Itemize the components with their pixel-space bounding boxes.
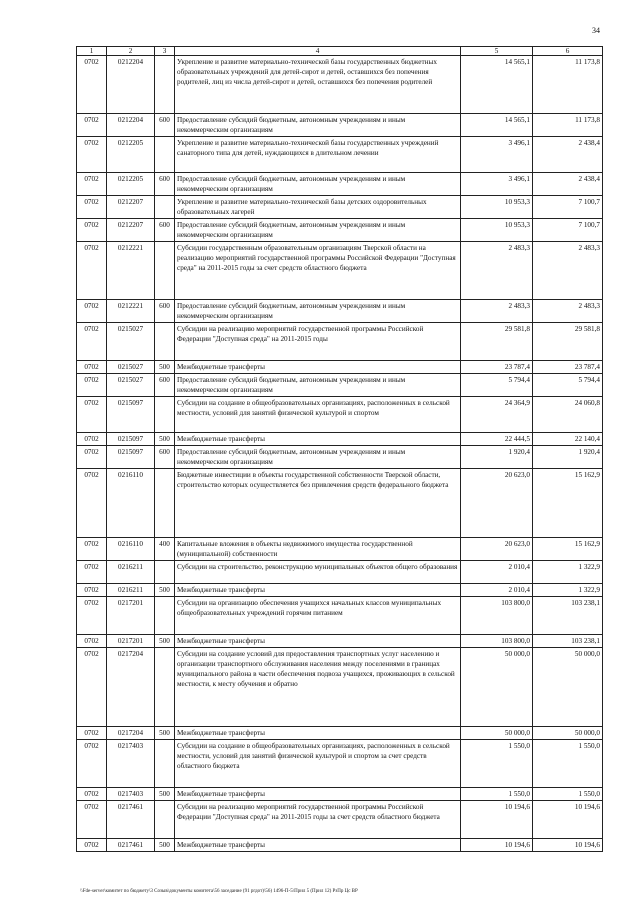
- table-row: [77, 788, 603, 801]
- amount-planned: 3 496,1: [461, 137, 533, 173]
- item-name: Бюджетные инвестиции в объекты государственной собственности Тверской области, строительство которых осуществляется без привлечения средств федерального бюджета: [175, 469, 461, 538]
- table-row: [77, 300, 603, 323]
- table-row: [77, 538, 603, 561]
- item-name: Межбюджетные трансферты: [175, 361, 461, 374]
- section-code: 0702: [77, 740, 107, 788]
- amount-actual: 103 238,1: [533, 597, 603, 635]
- table-row: [77, 584, 603, 597]
- amount-actual: 2 438,4: [533, 137, 603, 173]
- amount-actual: 24 060,8: [533, 397, 603, 433]
- amount-planned: 23 787,4: [461, 361, 533, 374]
- amount-planned: 50 000,0: [461, 727, 533, 740]
- item-name: Межбюджетные трансферты: [175, 433, 461, 446]
- table-row: [77, 433, 603, 446]
- target-item-code: 0215097: [107, 433, 155, 446]
- table-row: [77, 219, 603, 242]
- table-row: [77, 323, 603, 361]
- amount-planned: 10 194,6: [461, 801, 533, 839]
- amount-actual: 23 787,4: [533, 361, 603, 374]
- column-header: 2: [107, 47, 155, 56]
- amount-planned: 1 550,0: [461, 788, 533, 801]
- amount-actual: 1 550,0: [533, 788, 603, 801]
- amount-planned: 50 000,0: [461, 648, 533, 727]
- amount-actual: 10 194,6: [533, 839, 603, 852]
- target-item-code: 0216110: [107, 538, 155, 561]
- expense-type-code: 600: [155, 114, 175, 137]
- section-code: 0702: [77, 300, 107, 323]
- item-name: Субсидии на реализацию мероприятий государственной программы Российской Федерации "Доступная среда" на 2011-2015 годы за счет средств областного бюджета: [175, 801, 461, 839]
- item-name: Укрепление и развитие материально-технической базы детских оздоровительных образовательных лагерей: [175, 196, 461, 219]
- amount-actual: 2 438,4: [533, 173, 603, 196]
- table-row: [77, 648, 603, 727]
- amount-planned: 24 364,9: [461, 397, 533, 433]
- expense-type-code: [155, 56, 175, 114]
- item-name: Предоставление субсидий бюджетным, автономным учреждениям и иным некоммерческим организациям: [175, 300, 461, 323]
- item-name: Межбюджетные трансферты: [175, 788, 461, 801]
- table-row: [77, 173, 603, 196]
- table-row: [77, 635, 603, 648]
- expense-type-code: 600: [155, 446, 175, 469]
- amount-actual: 7 100,7: [533, 196, 603, 219]
- target-item-code: 0212221: [107, 242, 155, 300]
- item-name: Субсидии государственным образовательным организациям Тверской области на реализацию мероприятий государственной программы Российской Федерации "Доступная среда" на 2011-2015 годы за счет средств областного бюджета: [175, 242, 461, 300]
- amount-actual: 11 173,8: [533, 114, 603, 137]
- section-code: 0702: [77, 323, 107, 361]
- expense-type-code: [155, 561, 175, 584]
- item-name: Межбюджетные трансферты: [175, 584, 461, 597]
- table-row: [77, 740, 603, 788]
- item-name: Межбюджетные трансферты: [175, 727, 461, 740]
- section-code: 0702: [77, 374, 107, 397]
- table-row: [77, 361, 603, 374]
- amount-planned: 103 800,0: [461, 635, 533, 648]
- amount-actual: 1 322,9: [533, 561, 603, 584]
- amount-planned: 29 581,8: [461, 323, 533, 361]
- item-name: Субсидии на создание условий для предоставления транспортных услуг населению и организации транспортного обслуживания населения между поселениями в границах муниципального района в части обеспечения подвоза учащихся, проживающих в сельской местности, к месту обучения и обратно: [175, 648, 461, 727]
- section-code: 0702: [77, 597, 107, 635]
- target-item-code: 0212204: [107, 56, 155, 114]
- expense-type-code: 400: [155, 538, 175, 561]
- section-code: 0702: [77, 361, 107, 374]
- section-code: 0702: [77, 196, 107, 219]
- amount-actual: 103 238,1: [533, 635, 603, 648]
- page-number: 34: [592, 26, 600, 35]
- target-item-code: 0217403: [107, 740, 155, 788]
- table-row: [77, 242, 603, 300]
- expense-type-code: 600: [155, 300, 175, 323]
- section-code: 0702: [77, 173, 107, 196]
- target-item-code: 0215097: [107, 397, 155, 433]
- expense-type-code: [155, 242, 175, 300]
- section-code: 0702: [77, 801, 107, 839]
- item-name: Субсидии на создание в общеобразовательных организациях, расположенных в сельской местности, условий для занятий физической культурой и спортом за счет средств областного бюджета: [175, 740, 461, 788]
- amount-planned: 20 623,0: [461, 469, 533, 538]
- amount-planned: 103 800,0: [461, 597, 533, 635]
- column-header: 6: [533, 47, 603, 56]
- expense-type-code: 500: [155, 433, 175, 446]
- table-row: [77, 597, 603, 635]
- item-name: Межбюджетные трансферты: [175, 839, 461, 852]
- item-name: Капитальные вложения в объекты недвижимого имущества государственной (муниципальной) собственности: [175, 538, 461, 561]
- table-row: [77, 727, 603, 740]
- section-code: 0702: [77, 788, 107, 801]
- table-row: [77, 397, 603, 433]
- budget-table: [76, 46, 603, 852]
- amount-planned: 2 010,4: [461, 584, 533, 597]
- amount-planned: 5 794,4: [461, 374, 533, 397]
- target-item-code: 0212207: [107, 219, 155, 242]
- section-code: 0702: [77, 137, 107, 173]
- expense-type-code: [155, 469, 175, 538]
- item-name: Предоставление субсидий бюджетным, автономным учреждениям и иным некоммерческим организациям: [175, 173, 461, 196]
- table-row: [77, 446, 603, 469]
- target-item-code: 0217403: [107, 788, 155, 801]
- target-item-code: 0215097: [107, 446, 155, 469]
- amount-actual: 15 162,9: [533, 538, 603, 561]
- section-code: 0702: [77, 469, 107, 538]
- expense-type-code: 600: [155, 173, 175, 196]
- section-code: 0702: [77, 114, 107, 137]
- expense-type-code: 500: [155, 584, 175, 597]
- table-header-row: [77, 47, 603, 56]
- amount-planned: 22 444,5: [461, 433, 533, 446]
- target-item-code: 0217204: [107, 727, 155, 740]
- expense-type-code: 500: [155, 361, 175, 374]
- item-name: Предоставление субсидий бюджетным, автономным учреждениям и иным некоммерческим организациям: [175, 219, 461, 242]
- expense-type-code: 600: [155, 374, 175, 397]
- target-item-code: 0212207: [107, 196, 155, 219]
- section-code: 0702: [77, 446, 107, 469]
- expense-type-code: [155, 597, 175, 635]
- target-item-code: 0217201: [107, 597, 155, 635]
- amount-actual: 5 794,4: [533, 374, 603, 397]
- target-item-code: 0216110: [107, 469, 155, 538]
- item-name: Предоставление субсидий бюджетным, автономным учреждениям и иным некоммерческим организациям: [175, 114, 461, 137]
- target-item-code: 0212204: [107, 114, 155, 137]
- table-row: [77, 114, 603, 137]
- expense-type-code: 500: [155, 788, 175, 801]
- expense-type-code: [155, 801, 175, 839]
- expense-type-code: 500: [155, 635, 175, 648]
- amount-actual: 1 322,9: [533, 584, 603, 597]
- amount-actual: 1 920,4: [533, 446, 603, 469]
- amount-planned: 14 565,1: [461, 56, 533, 114]
- item-name: Укрепление и развитие материально-технической базы государственных бюджетных образовательных учреждений для детей-сирот и детей, оставшихся без попечения родителей, лиц из числа детей-сирот и детей, оставшихся без попечения родителей: [175, 56, 461, 114]
- target-item-code: 0217461: [107, 839, 155, 852]
- item-name: Укрепление и развитие материально-технической базы государственных учреждений санаторного типа для детей, нуждающихся в длительном лечении: [175, 137, 461, 173]
- table-row: [77, 374, 603, 397]
- item-name: Субсидии на организацию обеспечения учащихся начальных классов муниципальных общеобразовательных учреждений горячим питанием: [175, 597, 461, 635]
- amount-planned: 1 920,4: [461, 446, 533, 469]
- amount-actual: 10 194,6: [533, 801, 603, 839]
- expense-type-code: 500: [155, 727, 175, 740]
- amount-planned: 2 010,4: [461, 561, 533, 584]
- expense-type-code: [155, 648, 175, 727]
- amount-planned: 10 194,6: [461, 839, 533, 852]
- target-item-code: 0217204: [107, 648, 155, 727]
- target-item-code: 0215027: [107, 374, 155, 397]
- expense-type-code: [155, 137, 175, 173]
- item-name: Субсидии на строительство, реконструкцию муниципальных объектов общего образования: [175, 561, 461, 584]
- target-item-code: 0212205: [107, 137, 155, 173]
- target-item-code: 0212205: [107, 173, 155, 196]
- section-code: 0702: [77, 242, 107, 300]
- target-item-code: 0216211: [107, 561, 155, 584]
- amount-actual: 15 162,9: [533, 469, 603, 538]
- column-header: 4: [175, 47, 461, 56]
- amount-planned: 14 565,1: [461, 114, 533, 137]
- amount-actual: 29 581,8: [533, 323, 603, 361]
- amount-planned: 1 550,0: [461, 740, 533, 788]
- section-code: 0702: [77, 433, 107, 446]
- target-item-code: 0216211: [107, 584, 155, 597]
- amount-planned: 10 953,3: [461, 219, 533, 242]
- target-item-code: 0212221: [107, 300, 155, 323]
- table-row: [77, 137, 603, 173]
- footer-file-path: \\Fde-server\комитет по бюджету\3 Созыв\документы комитета\56 заседание (91 ргдот)\56) 1496-П-5\Прил 5 (Прил 12) РзПр Цс ВР: [80, 889, 358, 894]
- column-header: 1: [77, 47, 107, 56]
- section-code: 0702: [77, 538, 107, 561]
- amount-actual: 50 000,0: [533, 727, 603, 740]
- expense-type-code: [155, 740, 175, 788]
- column-header: 5: [461, 47, 533, 56]
- item-name: Субсидии на создание в общеобразовательных организациях, расположенных в сельской местности, условий для занятий физической культурой и спортом: [175, 397, 461, 433]
- item-name: Предоставление субсидий бюджетным, автономным учреждениям и иным некоммерческим организациям: [175, 446, 461, 469]
- expense-type-code: 600: [155, 219, 175, 242]
- section-code: 0702: [77, 839, 107, 852]
- section-code: 0702: [77, 56, 107, 114]
- amount-planned: 2 483,3: [461, 300, 533, 323]
- section-code: 0702: [77, 635, 107, 648]
- expense-type-code: [155, 397, 175, 433]
- expense-type-code: 500: [155, 839, 175, 852]
- expense-type-code: [155, 323, 175, 361]
- section-code: 0702: [77, 648, 107, 727]
- table-row: [77, 196, 603, 219]
- section-code: 0702: [77, 219, 107, 242]
- table-row: [77, 469, 603, 538]
- amount-actual: 50 000,0: [533, 648, 603, 727]
- target-item-code: 0215027: [107, 323, 155, 361]
- section-code: 0702: [77, 727, 107, 740]
- amount-planned: 3 496,1: [461, 173, 533, 196]
- amount-actual: 11 173,8: [533, 56, 603, 114]
- table-row: [77, 801, 603, 839]
- column-header: 3: [155, 47, 175, 56]
- table-row: [77, 839, 603, 852]
- item-name: Межбюджетные трансферты: [175, 635, 461, 648]
- item-name: Субсидии на реализацию мероприятий государственной программы Российской Федерации "Доступная среда" на 2011-2015 годы: [175, 323, 461, 361]
- target-item-code: 0217461: [107, 801, 155, 839]
- item-name: Предоставление субсидий бюджетным, автономным учреждениям и иным некоммерческим организациям: [175, 374, 461, 397]
- amount-actual: 22 140,4: [533, 433, 603, 446]
- amount-planned: 10 953,3: [461, 196, 533, 219]
- target-item-code: 0217201: [107, 635, 155, 648]
- amount-planned: 2 483,3: [461, 242, 533, 300]
- section-code: 0702: [77, 561, 107, 584]
- table-row: [77, 56, 603, 114]
- amount-actual: 1 550,0: [533, 740, 603, 788]
- target-item-code: 0215027: [107, 361, 155, 374]
- section-code: 0702: [77, 397, 107, 433]
- amount-actual: 2 483,3: [533, 242, 603, 300]
- amount-planned: 20 623,0: [461, 538, 533, 561]
- amount-actual: 7 100,7: [533, 219, 603, 242]
- section-code: 0702: [77, 584, 107, 597]
- expense-type-code: [155, 196, 175, 219]
- table-row: [77, 561, 603, 584]
- amount-actual: 2 483,3: [533, 300, 603, 323]
